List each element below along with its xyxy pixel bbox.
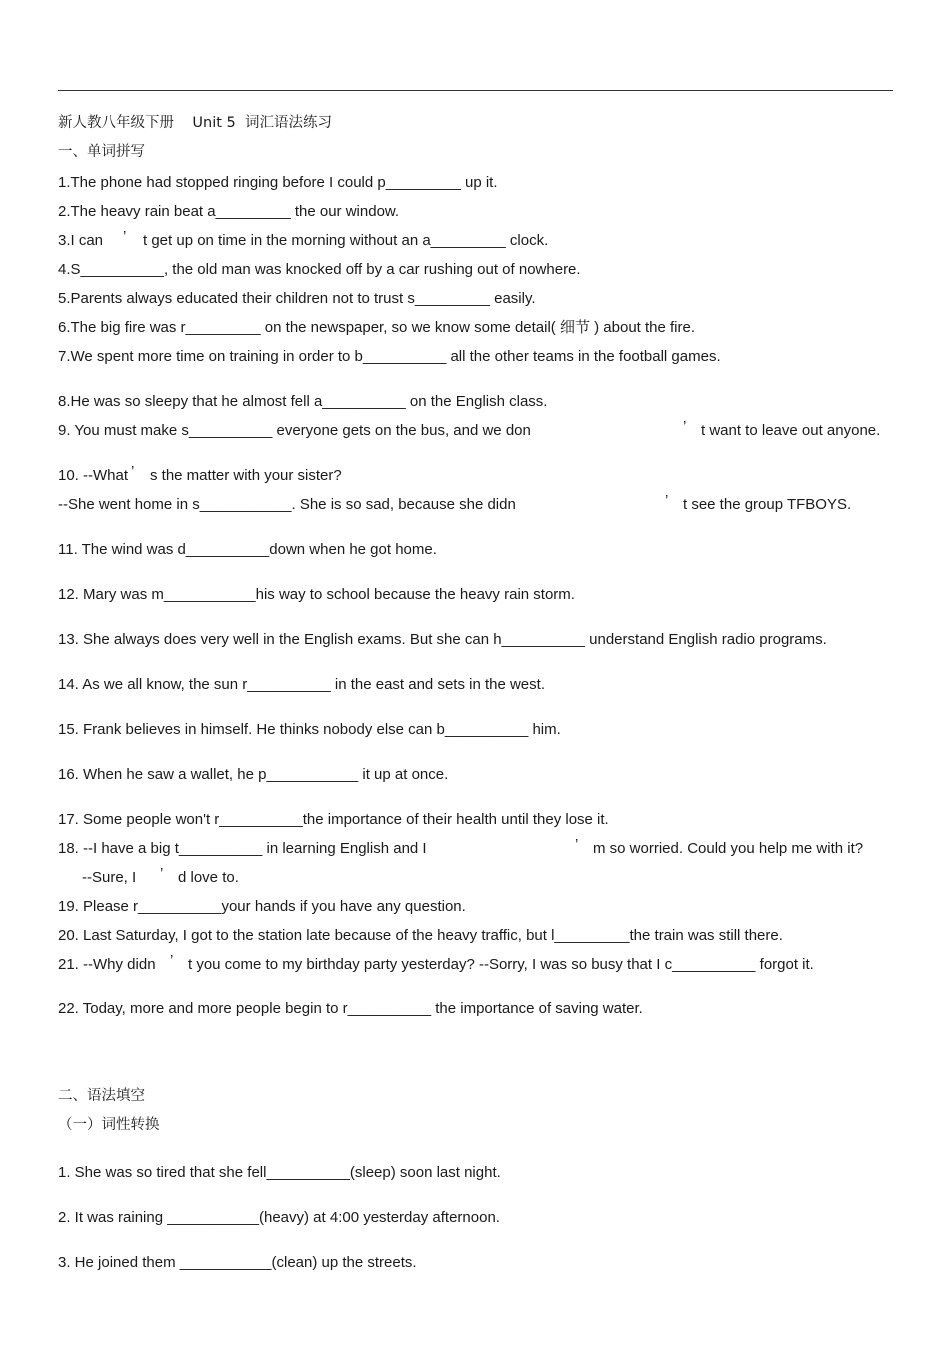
question-9-part-b: t want to leave out anyone. [701, 422, 881, 439]
subsection-heading-word-forms: （一）词性转换 [58, 1117, 160, 1133]
question-19: 19. Please r__________your hands if you have any question. [58, 898, 466, 915]
apostrophe: ’ [683, 418, 687, 435]
question-13: 13. She always does very well in the English exams. But she can h__________ understand English radio programs. [58, 631, 827, 648]
question-1: 1.The phone had stopped ringing before I could p_________ up it. [58, 174, 498, 191]
question-10-part-d: t see the group TFBOYS. [683, 496, 852, 513]
question-4: 4.S__________, the old man was knocked off by a car rushing out of nowhere. [58, 261, 581, 278]
question-10-part-c: --She went home in s___________. She is so sad, because she didn [58, 496, 516, 513]
grammar-question-2: 2. It was raining ___________(heavy) at 4:00 yesterday afternoon. [58, 1209, 500, 1226]
question-20: 20. Last Saturday, I got to the station late because of the heavy traffic, but l_________the train was still there. [58, 927, 783, 944]
question-18-part-d: d love to. [178, 869, 239, 886]
apostrophe: ’ [123, 228, 127, 245]
question-18-part-c: --Sure, I [82, 869, 137, 886]
apostrophe: ’ [575, 836, 579, 853]
question-6: 6.The big fire was r_________ on the newspaper, so we know some detail( 细节 ) about the fire. [58, 319, 696, 336]
question-10-part-a: 10. --What [58, 467, 129, 484]
apostrophe: ’ [665, 492, 669, 509]
question-3-part-a: 3.I can [58, 232, 104, 249]
question-17: 17. Some people won't r__________the importance of their health until they lose it. [58, 811, 609, 828]
question-18-part-a: 18. --I have a big t__________ in learning English and I [58, 840, 427, 857]
header-rule [58, 90, 893, 91]
question-21-part-a: 21. --Why didn [58, 956, 156, 973]
question-9-part-a: 9. You must make s__________ everyone gets on the bus, and we don [58, 422, 531, 439]
question-7: 7.We spent more time on training in order to b__________ all the other teams in the football games. [58, 348, 721, 365]
question-8: 8.He was so sleepy that he almost fell a__________ on the English class. [58, 393, 548, 410]
question-10-part-b: s the matter with your sister? [150, 467, 342, 484]
apostrophe: ’ [170, 952, 174, 969]
grammar-question-3: 3. He joined them ___________(clean) up the streets. [58, 1254, 417, 1271]
apostrophe: ’ [160, 865, 164, 882]
question-18-part-b: m so worried. Could you help me with it? [593, 840, 864, 857]
section-heading-grammar: 二、语法填空 [58, 1088, 145, 1104]
question-2: 2.The heavy rain beat a_________ the our window. [58, 203, 400, 220]
question-14: 14. As we all know, the sun r__________ in the east and sets in the west. [58, 676, 545, 693]
doc-title: 新人教八年级下册 Unit 5 词汇语法练习 [58, 115, 333, 131]
apostrophe: ’ [131, 463, 135, 480]
question-15: 15. Frank believes in himself. He thinks nobody else can b__________ him. [58, 721, 561, 738]
grammar-question-1: 1. She was so tired that she fell__________(sleep) soon last night. [58, 1164, 501, 1181]
question-12: 12. Mary was m___________his way to school because the heavy rain storm. [58, 586, 575, 603]
question-3-part-b: t get up on time in the morning without an a_________ clock. [143, 232, 549, 249]
question-5: 5.Parents always educated their children not to trust s_________ easily. [58, 290, 536, 307]
section-heading-spelling: 一、单词拼写 [58, 144, 145, 160]
question-21-part-b: t you come to my birthday party yesterday? --Sorry, I was so busy that I c__________ forgot it. [188, 956, 814, 973]
question-11: 11. The wind was d__________down when he got home. [58, 541, 437, 558]
question-16: 16. When he saw a wallet, he p___________ it up at once. [58, 766, 449, 783]
question-22: 22. Today, more and more people begin to r__________ the importance of saving water. [58, 1000, 643, 1017]
